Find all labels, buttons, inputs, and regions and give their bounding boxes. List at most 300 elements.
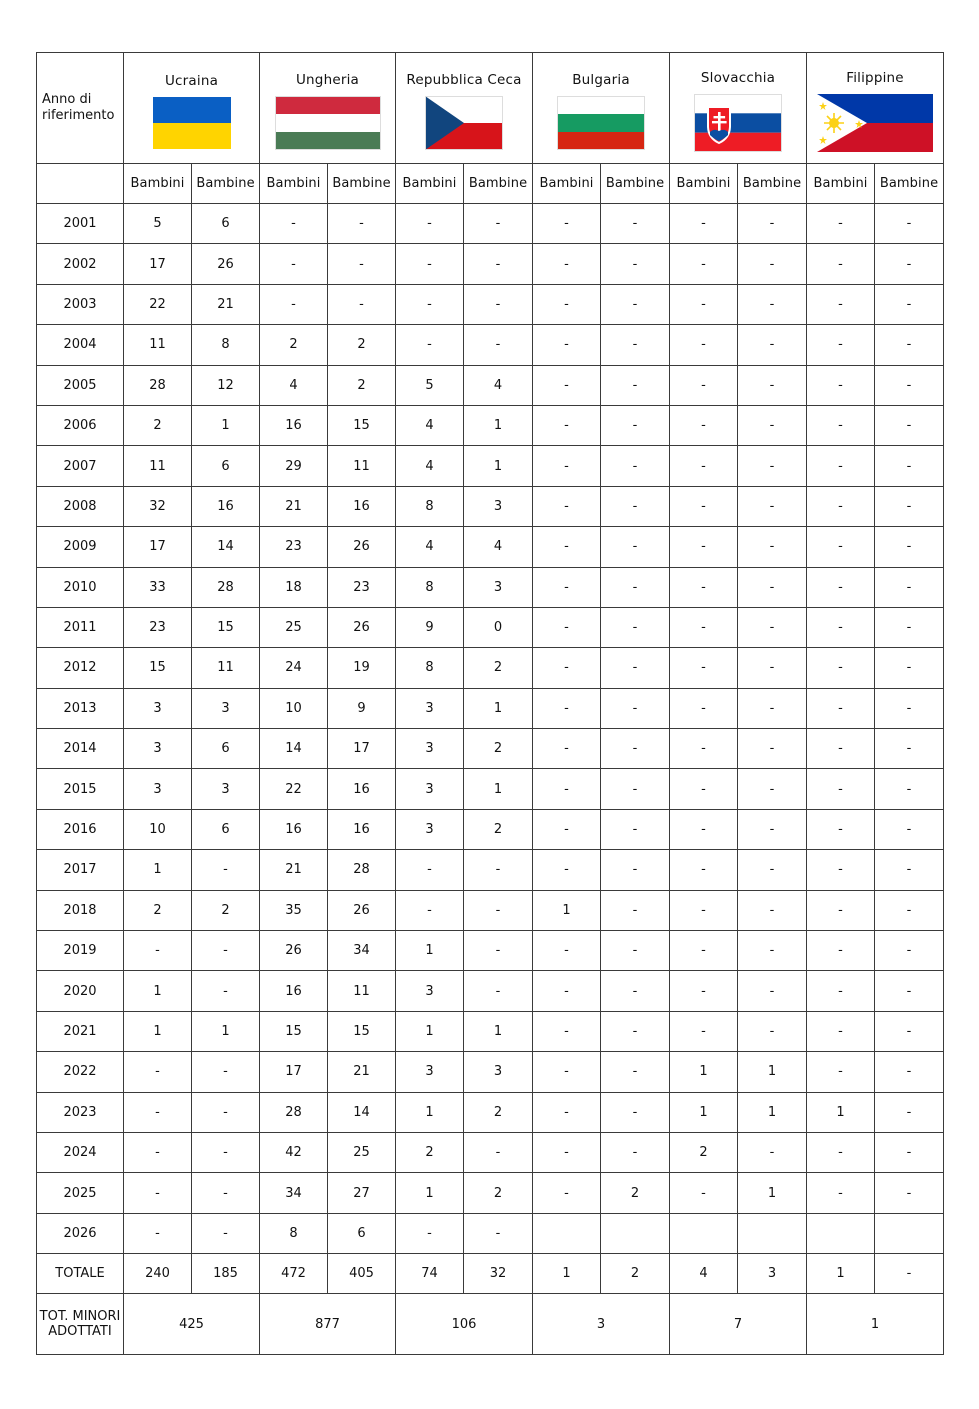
value-cell: -: [192, 971, 260, 1011]
bambine-header: Bambine: [192, 164, 260, 204]
value-cell: -: [807, 890, 875, 930]
table-row: [37, 405, 944, 445]
value-cell: -: [533, 769, 601, 809]
value-cell: -: [738, 607, 807, 647]
table-row: [37, 1011, 944, 1051]
value-cell: -: [670, 890, 738, 930]
value-cell: 4: [396, 446, 464, 486]
value-cell: 3: [124, 688, 192, 728]
year-cell: 2016: [37, 809, 124, 849]
value-cell: 32: [124, 486, 192, 526]
table-row: [37, 204, 944, 244]
year-cell: 2017: [37, 850, 124, 890]
value-cell: -: [396, 1213, 464, 1253]
value-cell: 12: [192, 365, 260, 405]
value-cell: -: [670, 648, 738, 688]
value-cell: 23: [260, 527, 328, 567]
value-cell: 2: [464, 729, 533, 769]
value-cell: -: [601, 1011, 670, 1051]
value-cell: 14: [260, 729, 328, 769]
value-cell: 4: [260, 365, 328, 405]
value-cell: -: [807, 204, 875, 244]
table-row: [37, 244, 944, 284]
country-header-philippines: [807, 53, 944, 164]
table-row: [37, 1173, 944, 1213]
value-cell: -: [601, 729, 670, 769]
value-cell: -: [670, 405, 738, 445]
country-name: Filippine: [846, 70, 904, 86]
value-cell: 19: [328, 648, 396, 688]
value-cell: 1: [807, 1092, 875, 1132]
value-cell: 24: [260, 648, 328, 688]
value-cell: -: [464, 931, 533, 971]
value-cell: -: [601, 446, 670, 486]
value-cell: -: [738, 567, 807, 607]
value-cell: -: [601, 971, 670, 1011]
value-cell: 2: [464, 1092, 533, 1132]
table-row: [37, 769, 944, 809]
bambini-header: Bambini: [396, 164, 464, 204]
bambine-header: Bambine: [738, 164, 807, 204]
value-cell: 21: [260, 486, 328, 526]
value-cell: -: [601, 1092, 670, 1132]
table-row: [37, 890, 944, 930]
year-cell: 2007: [37, 446, 124, 486]
value-cell: 8: [192, 325, 260, 365]
value-cell: -: [533, 405, 601, 445]
value-cell: 21: [328, 1052, 396, 1092]
value-cell: 4: [464, 527, 533, 567]
value-cell: [670, 1213, 738, 1253]
value-cell: 1: [396, 1011, 464, 1051]
value-cell: -: [192, 1213, 260, 1253]
country-header-czech: [396, 53, 533, 164]
year-cell: 2021: [37, 1011, 124, 1051]
value-cell: 17: [328, 729, 396, 769]
value-cell: 16: [328, 486, 396, 526]
adoptions-table: [36, 52, 944, 1355]
totale-row: [37, 1254, 944, 1294]
value-cell: 2: [328, 325, 396, 365]
value-cell: -: [601, 607, 670, 647]
value-cell: -: [124, 1173, 192, 1213]
country-header-row: [37, 53, 944, 164]
value-cell: 6: [192, 809, 260, 849]
value-cell: 1: [396, 1092, 464, 1132]
value-cell: -: [875, 971, 944, 1011]
value-cell: -: [875, 1173, 944, 1213]
value-cell: -: [601, 688, 670, 728]
value-cell: 18: [260, 567, 328, 607]
value-cell: -: [738, 1132, 807, 1172]
bambini-header: Bambini: [670, 164, 738, 204]
totale-value: 1: [533, 1254, 601, 1294]
value-cell: -: [533, 607, 601, 647]
value-cell: 16: [328, 809, 396, 849]
tot-minori-label: TOT. MINORI ADOTTATI: [37, 1294, 124, 1355]
value-cell: 1: [738, 1092, 807, 1132]
year-cell: 2005: [37, 365, 124, 405]
value-cell: -: [124, 931, 192, 971]
value-cell: -: [192, 1052, 260, 1092]
value-cell: -: [601, 1132, 670, 1172]
value-cell: -: [875, 486, 944, 526]
value-cell: 16: [328, 769, 396, 809]
value-cell: -: [601, 405, 670, 445]
value-cell: 3: [124, 729, 192, 769]
value-cell: -: [533, 1132, 601, 1172]
value-cell: 28: [192, 567, 260, 607]
value-cell: -: [807, 284, 875, 324]
value-cell: -: [260, 244, 328, 284]
value-cell: -: [396, 284, 464, 324]
value-cell: -: [396, 325, 464, 365]
tot-minori-value: 877: [260, 1294, 396, 1355]
value-cell: 23: [124, 607, 192, 647]
tot-minori-value: 1: [807, 1294, 944, 1355]
value-cell: 26: [260, 931, 328, 971]
value-cell: 1: [192, 1011, 260, 1051]
tot-minori-row: [37, 1294, 944, 1355]
value-cell: -: [533, 1092, 601, 1132]
value-cell: -: [738, 769, 807, 809]
value-cell: -: [738, 446, 807, 486]
value-cell: -: [807, 325, 875, 365]
year-cell: 2001: [37, 204, 124, 244]
value-cell: -: [396, 244, 464, 284]
value-cell: 9: [328, 688, 396, 728]
year-cell: 2006: [37, 405, 124, 445]
value-cell: -: [533, 284, 601, 324]
value-cell: -: [670, 1173, 738, 1213]
value-cell: 6: [328, 1213, 396, 1253]
country-header-bulgaria: [533, 53, 670, 164]
value-cell: 1: [670, 1092, 738, 1132]
value-cell: 1: [464, 405, 533, 445]
value-cell: 25: [328, 1132, 396, 1172]
value-cell: -: [464, 1132, 533, 1172]
value-cell: 5: [396, 365, 464, 405]
value-cell: [807, 1213, 875, 1253]
value-cell: -: [670, 446, 738, 486]
value-cell: -: [601, 486, 670, 526]
value-cell: -: [738, 809, 807, 849]
value-cell: -: [396, 204, 464, 244]
tot-minori-value: 106: [396, 1294, 533, 1355]
value-cell: 23: [328, 567, 396, 607]
value-cell: 1: [464, 769, 533, 809]
value-cell: -: [875, 244, 944, 284]
value-cell: 2: [124, 405, 192, 445]
value-cell: 3: [396, 769, 464, 809]
value-cell: -: [464, 325, 533, 365]
value-cell: -: [533, 1173, 601, 1213]
value-cell: 26: [328, 890, 396, 930]
value-cell: -: [396, 850, 464, 890]
value-cell: -: [738, 325, 807, 365]
value-cell: -: [464, 204, 533, 244]
value-cell: -: [807, 1132, 875, 1172]
value-cell: 25: [260, 607, 328, 647]
bulgaria-flag-icon: [557, 96, 645, 150]
value-cell: 8: [396, 648, 464, 688]
value-cell: -: [533, 446, 601, 486]
value-cell: -: [396, 890, 464, 930]
value-cell: -: [670, 971, 738, 1011]
value-cell: -: [464, 850, 533, 890]
value-cell: 3: [464, 486, 533, 526]
value-cell: -: [807, 446, 875, 486]
value-cell: -: [738, 204, 807, 244]
value-cell: -: [601, 890, 670, 930]
value-cell: 16: [260, 405, 328, 445]
value-cell: 1: [738, 1052, 807, 1092]
country-name: Ucraina: [164, 73, 219, 89]
value-cell: -: [875, 567, 944, 607]
value-cell: -: [601, 365, 670, 405]
hungary-flag-icon: [275, 96, 381, 150]
value-cell: -: [738, 1011, 807, 1051]
value-cell: 1: [124, 971, 192, 1011]
value-cell: -: [601, 1052, 670, 1092]
value-cell: -: [601, 284, 670, 324]
bambini-header: Bambini: [124, 164, 192, 204]
value-cell: 17: [260, 1052, 328, 1092]
value-cell: -: [807, 1173, 875, 1213]
value-cell: -: [875, 850, 944, 890]
value-cell: -: [670, 527, 738, 567]
value-cell: -: [670, 688, 738, 728]
value-cell: -: [533, 648, 601, 688]
totale-value: 240: [124, 1254, 192, 1294]
value-cell: -: [601, 204, 670, 244]
value-cell: -: [738, 729, 807, 769]
table-row: [37, 809, 944, 849]
value-cell: -: [464, 244, 533, 284]
value-cell: -: [533, 931, 601, 971]
value-cell: -: [533, 1011, 601, 1051]
tot-minori-value: 425: [124, 1294, 260, 1355]
empty-header-cell: [37, 164, 124, 204]
value-cell: 1: [124, 1011, 192, 1051]
value-cell: 1: [124, 850, 192, 890]
value-cell: -: [670, 769, 738, 809]
bambini-header: Bambini: [533, 164, 601, 204]
value-cell: -: [875, 688, 944, 728]
value-cell: -: [328, 244, 396, 284]
value-cell: -: [533, 204, 601, 244]
value-cell: -: [807, 527, 875, 567]
ukraine-flag-icon: [153, 97, 231, 149]
value-cell: 2: [396, 1132, 464, 1172]
value-cell: 28: [328, 850, 396, 890]
value-cell: -: [533, 1052, 601, 1092]
totale-value: 472: [260, 1254, 328, 1294]
value-cell: 26: [328, 607, 396, 647]
table-row: [37, 486, 944, 526]
value-cell: 29: [260, 446, 328, 486]
value-cell: 11: [328, 971, 396, 1011]
totale-value: 2: [601, 1254, 670, 1294]
value-cell: -: [670, 486, 738, 526]
value-cell: -: [738, 527, 807, 567]
value-cell: -: [738, 244, 807, 284]
country-header-slovakia: [670, 53, 807, 164]
value-cell: -: [670, 729, 738, 769]
value-cell: -: [738, 284, 807, 324]
value-cell: 4: [464, 365, 533, 405]
value-cell: 15: [328, 405, 396, 445]
value-cell: -: [601, 244, 670, 284]
value-cell: -: [192, 931, 260, 971]
value-cell: 26: [328, 527, 396, 567]
value-cell: [738, 1213, 807, 1253]
value-cell: -: [670, 365, 738, 405]
value-cell: 3: [396, 729, 464, 769]
value-cell: -: [807, 769, 875, 809]
value-cell: -: [875, 729, 944, 769]
year-cell: 2003: [37, 284, 124, 324]
value-cell: 5: [124, 204, 192, 244]
value-cell: 8: [396, 486, 464, 526]
value-cell: -: [601, 850, 670, 890]
value-cell: -: [875, 809, 944, 849]
value-cell: 1: [464, 688, 533, 728]
value-cell: -: [601, 527, 670, 567]
country-name: Bulgaria: [572, 72, 630, 88]
totale-value: 3: [738, 1254, 807, 1294]
value-cell: 11: [192, 648, 260, 688]
slovakia-flag-icon: [694, 94, 782, 152]
value-cell: -: [807, 648, 875, 688]
value-cell: -: [875, 607, 944, 647]
value-cell: 17: [124, 244, 192, 284]
table-row: [37, 607, 944, 647]
value-cell: 2: [670, 1132, 738, 1172]
value-cell: -: [738, 890, 807, 930]
value-cell: 3: [396, 971, 464, 1011]
year-cell: 2015: [37, 769, 124, 809]
value-cell: -: [533, 527, 601, 567]
value-cell: 1: [670, 1052, 738, 1092]
value-cell: -: [670, 284, 738, 324]
totale-value: 74: [396, 1254, 464, 1294]
value-cell: 6: [192, 446, 260, 486]
country-name: Ungheria: [295, 72, 360, 88]
value-cell: [875, 1213, 944, 1253]
year-cell: 2012: [37, 648, 124, 688]
value-cell: 3: [464, 567, 533, 607]
value-cell: 1: [738, 1173, 807, 1213]
value-cell: [533, 1213, 601, 1253]
country-name: Slovacchia: [700, 70, 776, 86]
value-cell: -: [875, 1132, 944, 1172]
totale-value: 4: [670, 1254, 738, 1294]
totale-value: 1: [807, 1254, 875, 1294]
anno-header: Anno di riferimento: [37, 53, 124, 164]
value-cell: 22: [260, 769, 328, 809]
value-cell: 33: [124, 567, 192, 607]
value-cell: 28: [124, 365, 192, 405]
value-cell: [601, 1213, 670, 1253]
value-cell: -: [260, 284, 328, 324]
value-cell: 3: [124, 769, 192, 809]
value-cell: -: [464, 971, 533, 1011]
value-cell: 1: [396, 931, 464, 971]
value-cell: -: [192, 1092, 260, 1132]
value-cell: 2: [192, 890, 260, 930]
value-cell: -: [807, 688, 875, 728]
value-cell: 27: [328, 1173, 396, 1213]
value-cell: -: [875, 1052, 944, 1092]
value-cell: 42: [260, 1132, 328, 1172]
value-cell: 3: [192, 769, 260, 809]
value-cell: -: [738, 688, 807, 728]
value-cell: 26: [192, 244, 260, 284]
value-cell: 2: [124, 890, 192, 930]
value-cell: 15: [260, 1011, 328, 1051]
value-cell: -: [533, 325, 601, 365]
value-cell: -: [670, 244, 738, 284]
value-cell: -: [875, 446, 944, 486]
year-cell: 2014: [37, 729, 124, 769]
value-cell: 1: [192, 405, 260, 445]
value-cell: 34: [328, 931, 396, 971]
value-cell: 2: [260, 325, 328, 365]
value-cell: 1: [533, 890, 601, 930]
value-cell: 1: [396, 1173, 464, 1213]
table-row: [37, 365, 944, 405]
table-row: [37, 648, 944, 688]
year-cell: 2019: [37, 931, 124, 971]
value-cell: -: [124, 1132, 192, 1172]
bambini-header: Bambini: [260, 164, 328, 204]
year-cell: 2025: [37, 1173, 124, 1213]
value-cell: 3: [396, 809, 464, 849]
value-cell: -: [533, 729, 601, 769]
value-cell: -: [807, 850, 875, 890]
value-cell: 2: [464, 1173, 533, 1213]
value-cell: 21: [260, 850, 328, 890]
value-cell: -: [533, 567, 601, 607]
bambine-header: Bambine: [328, 164, 396, 204]
value-cell: 2: [464, 648, 533, 688]
value-cell: -: [601, 648, 670, 688]
bambine-header: Bambine: [875, 164, 944, 204]
value-cell: 3: [396, 688, 464, 728]
value-cell: -: [807, 971, 875, 1011]
value-cell: -: [192, 850, 260, 890]
value-cell: -: [533, 688, 601, 728]
czech-flag-icon: [425, 96, 503, 150]
table-row: [37, 971, 944, 1011]
value-cell: -: [807, 809, 875, 849]
value-cell: 17: [124, 527, 192, 567]
value-cell: 6: [192, 729, 260, 769]
value-cell: -: [738, 931, 807, 971]
philippines-flag-icon: [817, 94, 933, 152]
value-cell: -: [807, 729, 875, 769]
totale-value: 32: [464, 1254, 533, 1294]
value-cell: 2: [464, 809, 533, 849]
value-cell: -: [875, 769, 944, 809]
value-cell: -: [670, 204, 738, 244]
value-cell: -: [260, 204, 328, 244]
value-cell: -: [875, 325, 944, 365]
value-cell: 14: [192, 527, 260, 567]
year-cell: 2023: [37, 1092, 124, 1132]
value-cell: 2: [601, 1173, 670, 1213]
